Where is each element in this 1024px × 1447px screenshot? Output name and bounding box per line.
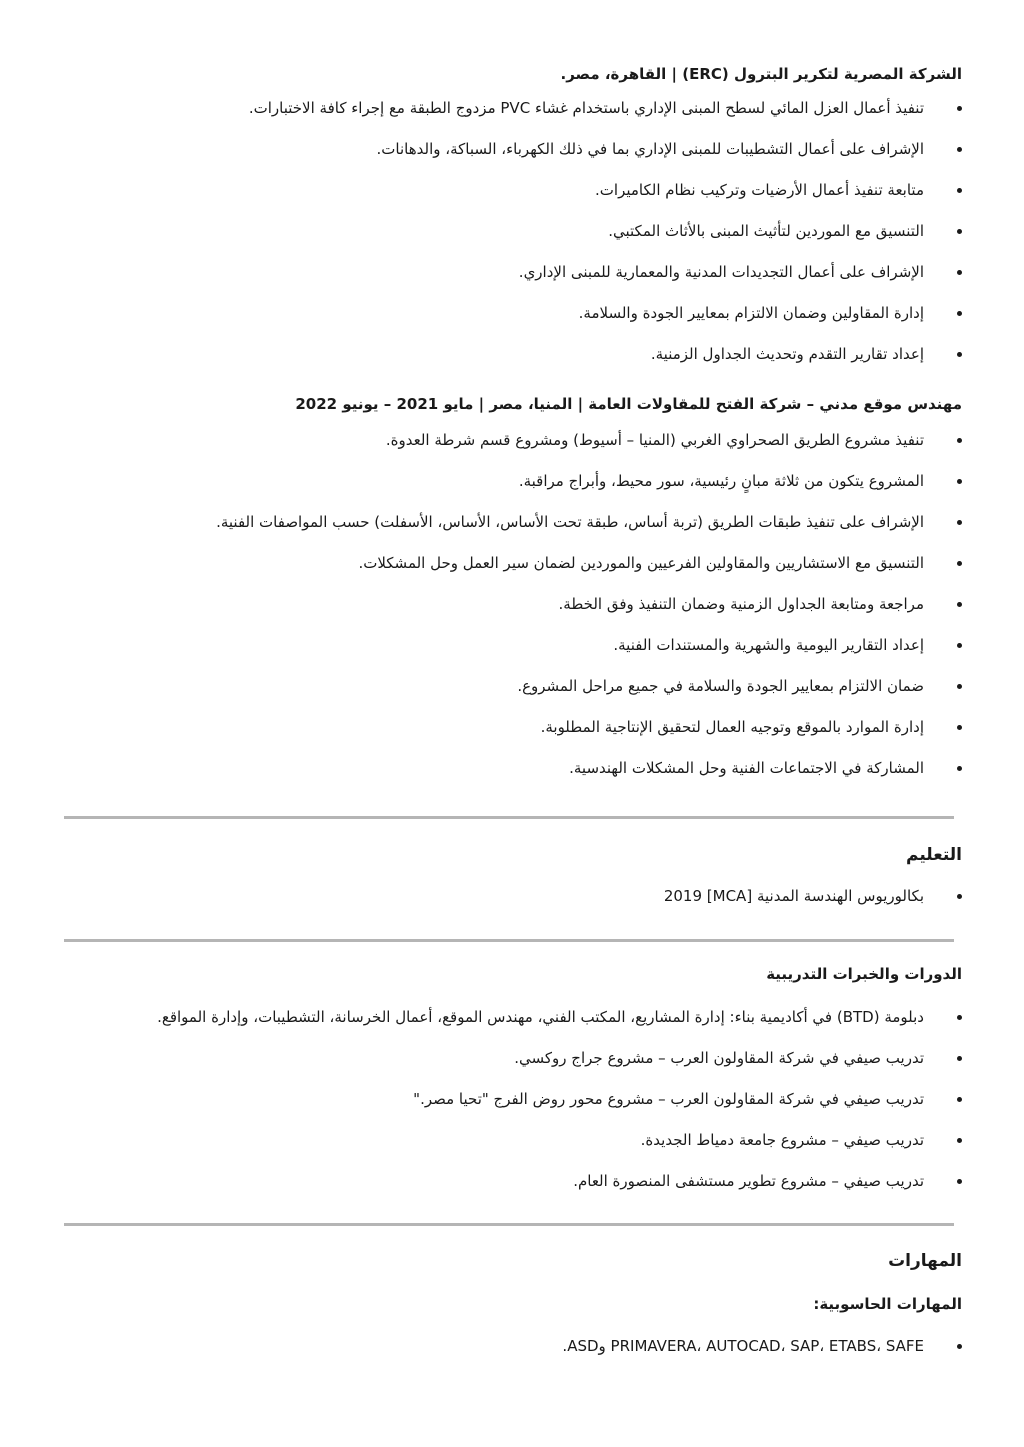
list-item: الإشراف على أعمال التشطيبات للمبنى الإداري بما في ذلك الكهرباء، السباكة، والدهانات. <box>60 139 962 159</box>
courses-list-wrap <box>60 1007 962 1191</box>
list-item: التنسيق مع الاستشاريين والمقاولين الفرعيين والموردين لضمان سير العمل وحل المشكلات. <box>60 553 962 573</box>
education-title: التعليم <box>906 845 962 865</box>
experience-alfath <box>60 394 962 414</box>
experience-alfath-heading: مهندس موقع مدني – شركة الفتح للمقاولات العامة | المنيا، مصر | مايو 2021 – يونيو 2022 <box>295 395 962 413</box>
list-item: المشاركة في الاجتماعات الفنية وحل المشكلات الهندسية. <box>60 758 962 778</box>
experience-erc-heading: الشركة المصرية لتكرير البترول (ERC) | القاهرة، مصر. <box>560 65 962 83</box>
list-item: تدريب صيفي في شركة المقاولون العرب – مشروع جراج روكسي. <box>60 1048 962 1068</box>
section-divider <box>64 1223 954 1226</box>
list-item: تدريب صيفي في شركة المقاولون العرب – مشروع محور روض الفرج "تحيا مصر." <box>60 1089 962 1109</box>
computer-skills-list-wrap <box>60 1336 962 1356</box>
list-item: إدارة الموارد بالموقع وتوجيه العمال لتحقيق الإنتاجية المطلوبة. <box>60 717 962 737</box>
list-item: مراجعة ومتابعة الجداول الزمنية وضمان التنفيذ وفق الخطة. <box>60 594 962 614</box>
courses-section <box>60 964 962 984</box>
experience-erc-list <box>60 98 962 364</box>
education-section <box>60 844 962 866</box>
list-item: تدريب صيفي – مشروع تطوير مستشفى المنصورة العام. <box>60 1171 962 1191</box>
list-item: إدارة المقاولين وضمان الالتزام بمعايير الجودة والسلامة. <box>60 303 962 323</box>
list-item: تنفيذ أعمال العزل المائي لسطح المبنى الإداري باستخدام غشاء PVC مزدوج الطبقة مع إجراء كافة الاختبارات. <box>60 98 962 118</box>
experience-alfath-list <box>60 430 962 778</box>
section-divider <box>64 939 954 942</box>
list-item: إعداد تقارير التقدم وتحديث الجداول الزمنية. <box>60 344 962 364</box>
list-item: دبلومة (BTD) في أكاديمية بناء: إدارة المشاريع، المكتب الفني، مهندس الموقع، أعمال الخرسانة، التشطيبات، وإدارة المواقع. <box>60 1007 962 1027</box>
list-item: تنفيذ مشروع الطريق الصحراوي الغربي (المنيا – أسيوط) ومشروع قسم شرطة العدوة. <box>60 430 962 450</box>
computer-skills-list <box>60 1336 962 1356</box>
skills-section <box>60 1250 962 1272</box>
list-item: إعداد التقارير اليومية والشهرية والمستندات الفنية. <box>60 635 962 655</box>
education-list-wrap <box>60 886 962 906</box>
list-item: تدريب صيفي – مشروع جامعة دمياط الجديدة. <box>60 1130 962 1150</box>
skills-title: المهارات <box>888 1251 962 1271</box>
list-item: الإشراف على تنفيذ طبقات الطريق (تربة أساس، طبقة تحت الأساس، الأساس، الأسفلت) حسب المواصفات الفنية. <box>60 512 962 532</box>
experience-alfath-list-wrap <box>60 430 962 778</box>
computer-skills <box>60 1294 962 1314</box>
courses-title: الدورات والخبرات التدريبية <box>766 965 962 983</box>
section-divider <box>64 816 954 819</box>
list-item: ضمان الالتزام بمعايير الجودة والسلامة في جميع مراحل المشروع. <box>60 676 962 696</box>
list-item: الإشراف على أعمال التجديدات المدنية والمعمارية للمبنى الإداري. <box>60 262 962 282</box>
courses-list <box>60 1007 962 1191</box>
list-item: التنسيق مع الموردين لتأثيث المبنى بالأثاث المكتبي. <box>60 221 962 241</box>
list-item: بكالوريوس الهندسة المدنية [MCA] 2019 <box>60 886 962 906</box>
list-item: المشروع يتكون من ثلاثة مبانٍ رئيسية، سور محيط، وأبراج مراقبة. <box>60 471 962 491</box>
computer-skills-title: المهارات الحاسوبية: <box>813 1295 962 1313</box>
experience-erc-list-wrap <box>60 98 962 364</box>
list-item: متابعة تنفيذ أعمال الأرضيات وتركيب نظام الكاميرات. <box>60 180 962 200</box>
experience-erc <box>60 64 962 84</box>
list-item: PRIMAVERA، AUTOCAD، SAP، ETABS، SAFE وASD. <box>60 1336 962 1356</box>
education-list <box>60 886 962 906</box>
